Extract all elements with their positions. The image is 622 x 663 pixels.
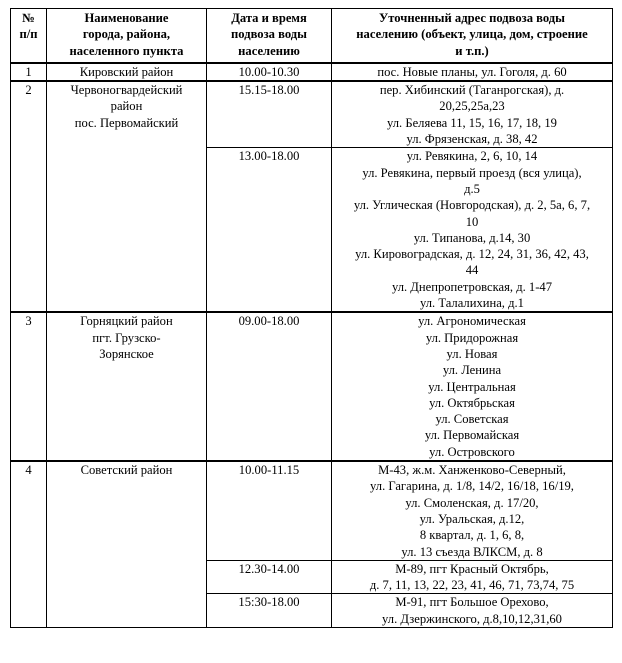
district-name-line: Кировский район: [79, 64, 174, 79]
row-number: 4: [11, 461, 47, 627]
address-line: ул. Гагарина, д. 1/8, 14/2, 16/18, 16/19,: [370, 479, 574, 494]
address-line: ул. Талалихина, д.1: [420, 296, 524, 311]
district-name: [47, 63, 207, 81]
address-line: д. 7, 11, 13, 22, 23, 41, 46, 71, 73,74, 75: [369, 578, 575, 593]
address-line: 44: [465, 263, 479, 278]
header-address: Уточненный адрес подвоза воды населению (объект, улица, дом, строение и т.п.): [332, 9, 613, 63]
district-name: [47, 81, 207, 312]
delivery-address: [332, 312, 613, 461]
delivery-address: [332, 461, 613, 560]
district-name-line: район: [110, 99, 143, 114]
delivery-time: 10.00-10.30: [207, 63, 332, 81]
delivery-address: [332, 81, 613, 148]
header-num: № п/п: [11, 9, 47, 63]
delivery-time: 15:30-18.00: [207, 594, 332, 628]
address-line: ул. Ленина: [442, 363, 502, 378]
address-line: пер. Хибинский (Таганрогская), д.: [379, 83, 565, 98]
row-number: 1: [11, 63, 47, 81]
address-line: ул. Придорожная: [425, 330, 519, 345]
address-line: ул. Кировоградская, д. 12, 24, 31, 36, 42, 43,: [355, 247, 589, 262]
address-line: М-91, пгт Большое Орехово,: [395, 595, 549, 610]
table-row: [11, 461, 613, 560]
delivery-time: 12.30-14.00: [207, 560, 332, 594]
address-line: ул. Агрономическая: [418, 314, 526, 329]
address-line: ул. Смоленская, д. 17/20,: [405, 495, 539, 510]
address-line: ул. Углическая (Новгородская), д. 2, 5а, 6, 7,: [353, 198, 591, 213]
header-row: [11, 9, 613, 63]
row-number: 3: [11, 312, 47, 461]
address-line: ул. 13 съезда ВЛКСМ, д. 8: [401, 544, 543, 559]
table-row: [11, 81, 613, 148]
table-row: [11, 63, 613, 81]
address-line: пос. Новые планы, ул. Гоголя, д. 60: [377, 64, 567, 79]
district-name-line: Горняцкий район: [80, 314, 173, 329]
address-line: ул. Новая: [446, 346, 498, 361]
address-line: ул. Ревякина, первый проезд (вся улица),: [362, 165, 582, 180]
address-line: 20,25,25а,23: [439, 99, 505, 114]
delivery-time: 09.00-18.00: [207, 312, 332, 461]
header-name: Наименование города, района, населенного пункта: [47, 9, 207, 63]
row-number: 2: [11, 81, 47, 312]
address-line: М-89, пгт Красный Октябрь,: [395, 561, 549, 576]
address-line: ул. Фрязенская, д. 38, 42: [406, 132, 538, 147]
district-name: [47, 461, 207, 627]
address-line: ул. Советская: [435, 412, 509, 427]
address-line: ул. Первомайская: [424, 428, 520, 443]
address-line: ул. Центральная: [428, 379, 516, 394]
district-name-line: пос. Первомайский: [74, 115, 179, 130]
address-line: ул. Типанова, д.14, 30: [413, 230, 531, 245]
delivery-time: 15.15-18.00: [207, 81, 332, 148]
address-line: М-43, ж.м. Ханженково-Северный,: [378, 463, 566, 478]
address-line: ул. Беляева 11, 15, 16, 17, 18, 19: [387, 115, 557, 130]
address-line: д.5: [464, 181, 480, 196]
table-body: [11, 63, 613, 628]
district-name-line: Червоногвардейский: [70, 83, 183, 98]
district-name: [47, 312, 207, 461]
address-line: ул. Днепропетровская, д. 1-47: [391, 279, 553, 294]
delivery-address: [332, 148, 613, 312]
address-line: ул. Островского: [429, 444, 515, 459]
water-delivery-table: [10, 8, 613, 628]
district-name-line: Советский район: [80, 463, 173, 478]
district-name-line: Зорянское: [99, 346, 154, 361]
address-line: 10: [465, 214, 479, 229]
address-line: ул. Дзержинского, д.8,10,12,31,60: [382, 611, 562, 626]
delivery-time: 10.00-11.15: [207, 461, 332, 560]
address-line: ул. Октябрьская: [429, 395, 515, 410]
address-line: ул. Уральская, д.12,: [419, 511, 525, 526]
district-name-line: пгт. Грузско-: [92, 330, 161, 345]
address-line: ул. Ревякина, 2, 6, 10, 14: [406, 149, 538, 164]
delivery-address: [332, 594, 613, 628]
table-row: [11, 312, 613, 461]
delivery-address: [332, 560, 613, 594]
delivery-address: [332, 63, 613, 81]
delivery-time: 13.00-18.00: [207, 148, 332, 312]
header-time: Дата и время подвоза воды населению: [207, 9, 332, 63]
address-line: 8 квартал, д. 1, 6, 8,: [419, 528, 525, 543]
